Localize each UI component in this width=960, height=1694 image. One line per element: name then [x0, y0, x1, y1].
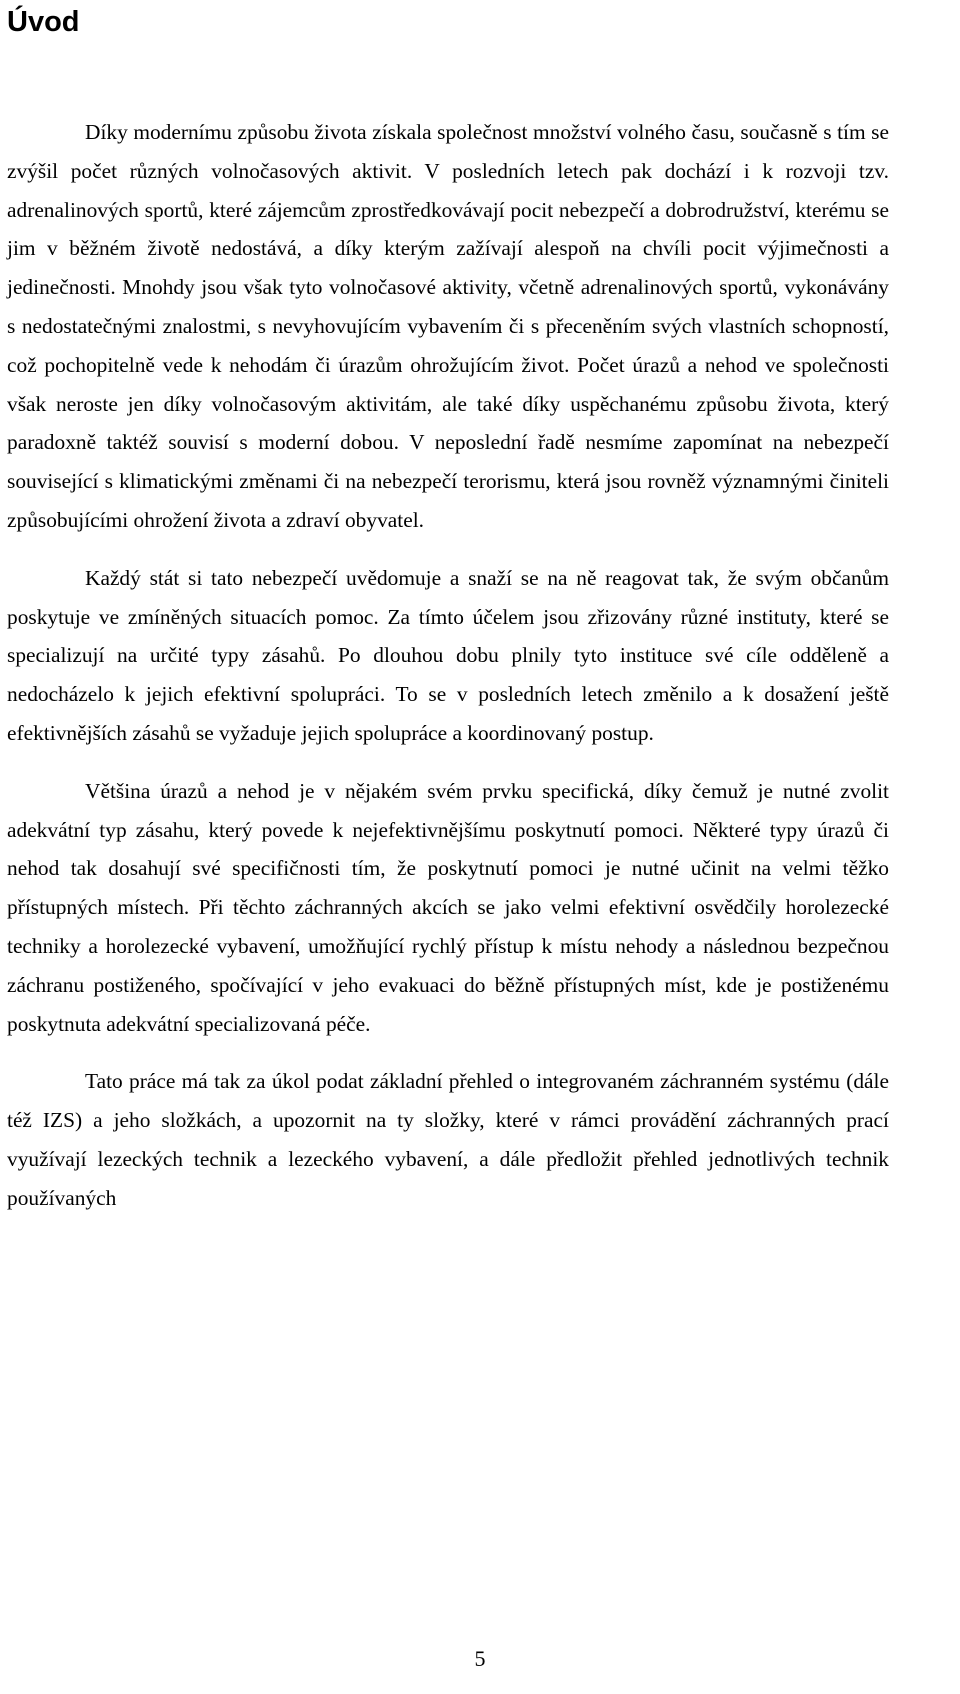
paragraph-2: Každý stát si tato nebezpečí uvědomuje a snaží se na ně reagovat tak, že svým občanům poskytuje ve zmíněných situacích pomoc. Za tímto účelem jsou zřizovány různé instituty, které se specializují na určité typy zásahů. Po dlouhou dobu plnily tyto instituce své cíle odděleně a nedocházelo k jejich efektivní spolupráci. To se v posledních letech změnilo a k dosažení ještě efektivnějších zásahů se vyžaduje jejich spolupráce a koordinovaný postup. — [7, 565, 889, 745]
body-text — [7, 113, 889, 1218]
paragraph-3: Většina úrazů a nehod je v nějakém svém prvku specifická, díky čemuž je nutné zvolit adekvátní typ zásahu, který povede k nejefektivnějšímu poskytnutí pomoci. Některé typy úrazů či nehod tak dosahují své specifičnosti tím, že poskytnutí pomoci je nutné učinit na velmi těžko přístupných místech. Při těchto záchranných akcích se jako velmi efektivní osvědčily horolezecké techniky a horolezecké vybavení, umožňující rychlý přístup k místu nehody a následnou bezpečnou záchranu postiženého, spočívající v jeho evakuaci do běžně přístupných míst, kde je postiženému poskytnuta adekvátní specializovaná péče. — [7, 778, 889, 1036]
page-number: 5 — [474, 1646, 486, 1671]
paragraph-1: Díky modernímu způsobu života získala společnost množství volného času, současně s tím se zvýšil počet různých volnočasových aktivit. V posledních letech pak dochází i k rozvoji tzv. adrenalinových sportů, které zájemcům zprostředkovávají pocit nebezpečí a dobrodružství, kterému se jim v běžném životě nedostává, a díky kterým zažívají alespoň na chvíli pocit výjimečnosti a jedinečnosti. Mnohdy jsou však tyto volnočasové aktivity, včetně adrenalinových sportů, vykonávány s nedostatečnými znalostmi, s nevyhovujícím vybavením či s přeceněním svých vlastních schopností, což pochopitelně vede k nehodám či úrazům ohrožujícím život. Počet úrazů a nehod ve společnosti však neroste jen díky volnočasovým aktivitám, ale také díky uspěchanému způsobu života, který paradoxně taktéž souvisí s moderní dobou. V neposlední řadě nesmíme zapomínat na nebezpečí související s klimatickými změnami či na nebezpečí terorismu, která jsou rovněž významnými činiteli způsobujícími ohrožení života a zdraví obyvatel. — [7, 120, 889, 532]
paragraph-4: Tato práce má tak za úkol podat základní přehled o integrovaném záchranném systému (dále též IZS) a jeho složkách, a upozornit na ty složky, které v rámci provádění záchranných prací využívají lezeckých technik a lezeckého vybavení, a dále předložit přehled jednotlivých technik používaných — [7, 1069, 889, 1210]
chapter-heading: Úvod — [7, 6, 80, 38]
